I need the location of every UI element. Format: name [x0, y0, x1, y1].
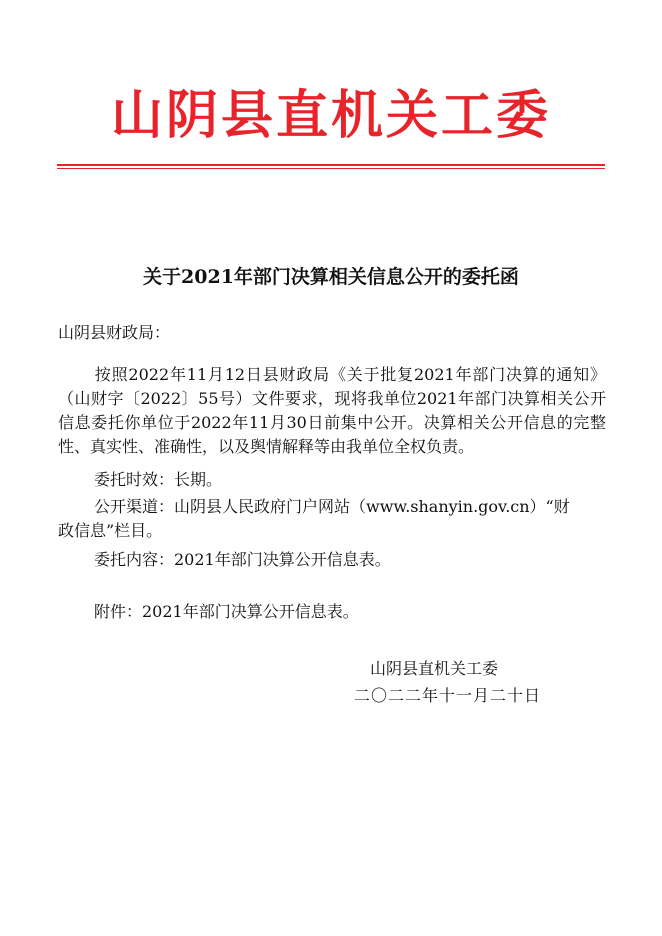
header-divider-thick [57, 164, 605, 166]
document-title: 关于2021年部门决算相关信息公开的委托函 [143, 266, 519, 288]
term-line [58, 468, 606, 492]
channel-line-2: 政信息”栏目。 [58, 521, 163, 540]
content-text: 委托内容：2021年部门决算公开信息表。 [94, 550, 391, 569]
content-line [58, 548, 606, 572]
body-paragraph [58, 363, 606, 459]
attachment-text: 附件：2021年部门决算公开信息表。 [94, 602, 359, 621]
org-header-title: 山阴县直机关工委 [110, 86, 551, 146]
attachment-line [58, 600, 606, 624]
salutation: 山阴县财政局： [58, 323, 171, 342]
signature-org: 山阴县直机关工委 [370, 659, 499, 678]
channel-line-1 [58, 495, 606, 519]
term-text: 委托时效：长期。 [94, 470, 223, 489]
body-paragraph-text: 按照2022年11月12日县财政局《关于批复2021年部门决算的通知》（山财字〔2022〕55号）文件要求，现将我单位2021年部门决算相关公开信息委托你单位于2022年11月30日前集中公开。决算相关公开信息的完整性、真实性、准确性，以及舆情解释等由我单位全权负责。 [58, 365, 606, 456]
signature-date: 二〇二二年十一月二十日 [354, 686, 542, 705]
header-divider-thin [57, 168, 605, 169]
channel-text-1: 公开渠道：山阴县人民政府门户网站（www.shanyin.gov.cn）“财 [94, 497, 570, 516]
